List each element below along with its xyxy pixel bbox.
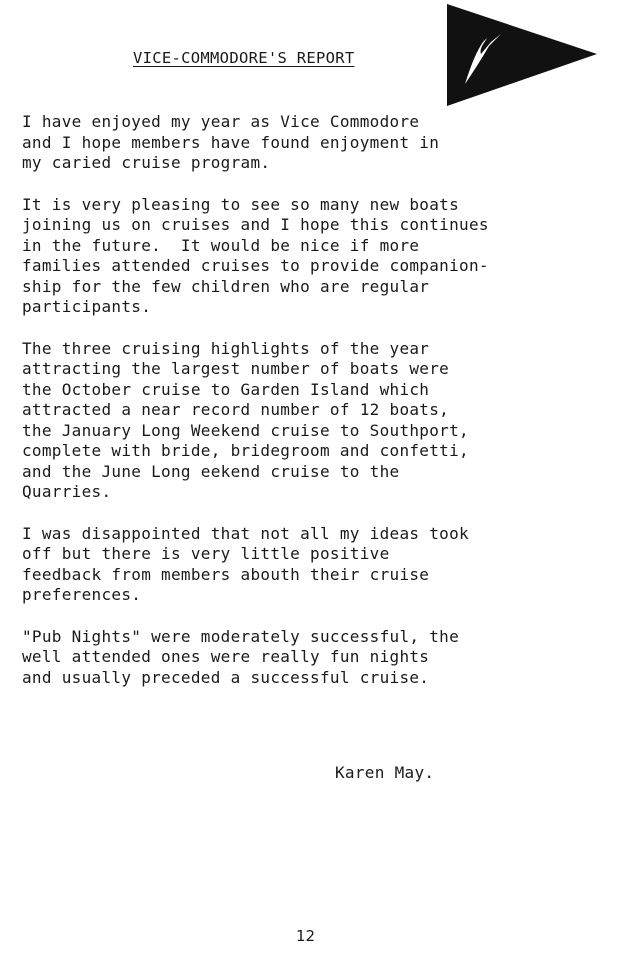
paragraph-ideas [22,524,622,606]
text-line: Quarries. [22,482,112,501]
text-line: I was disappointed that not all my ideas took [22,523,469,543]
text-line: "Pub Nights" were moderately successful, the [22,626,460,646]
pennant-shape [447,4,597,106]
page-number: 12 [296,927,316,945]
text-line: and the June Long eekend cruise to the [22,461,400,481]
text-line: my caried cruise program. [22,153,271,172]
text-line: preferences. [22,585,142,604]
text-line: ship for the few children who are regular [22,276,430,296]
text-line: It is very pleasing to see so many new boats [22,194,460,214]
text-line: attracting the largest number of boats were [22,359,450,378]
text-line: families attended cruises to provide companion- [22,256,489,275]
report-body [22,112,622,709]
text-line: and usually preceded a successful cruise. [22,667,430,687]
text-line: well attended ones were really fun nights [22,647,430,666]
paragraph-new-boats [22,195,622,318]
pennant-flag-with-albatross-icon [445,2,600,108]
paragraph-pub-nights [22,627,622,689]
signature: Karen May. [335,763,435,782]
text-line: the January Long Weekend cruise to Southport, [22,420,469,440]
text-line: in the future. It would be nice if more [22,235,420,255]
paragraph-highlights [22,339,622,503]
text-line: The three cruising highlights of the year [22,338,430,358]
text-line: I have enjoyed my year as Vice Commodore [22,112,420,131]
text-line: off but there is very little positive [22,544,390,563]
text-line: complete with bride, bridegroom and confetti, [22,441,469,460]
text-line: participants. [22,297,152,316]
report-title: VICE-COMMODORE'S REPORT [133,49,355,67]
text-line: and I hope members have found enjoyment in [22,132,440,152]
text-line: feedback from members abouth their cruise [22,564,430,584]
text-line: attracted a near record number of 12 boats, [22,400,450,419]
text-line: joining us on cruises and I hope this continues [22,215,489,234]
text-line: the October cruise to Garden Island which [22,379,430,399]
paragraph-intro [22,112,622,174]
